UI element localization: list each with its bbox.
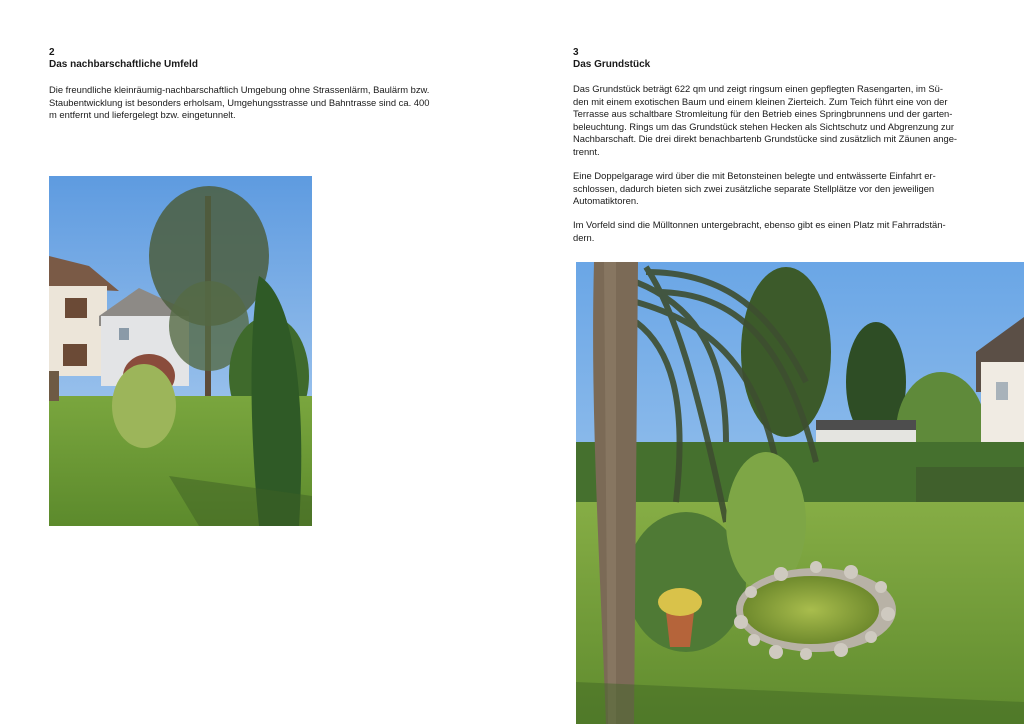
garden-photo-image	[49, 176, 312, 526]
body-line: Staubentwicklung ist besonders erholsam, Umgehungsstrasse und Bahntrasse sind ca. 400	[49, 96, 430, 108]
section-number: 2	[49, 47, 55, 58]
body-line: dern.	[573, 231, 595, 243]
section-body-paragraph-2	[573, 170, 1013, 208]
body-line: m entfernt und liefergelegt bzw. eingetunnelt.	[49, 109, 236, 121]
page-right	[512, 0, 1024, 724]
section-body-paragraph-1	[573, 83, 1013, 159]
body-line: den mit einem exotischen Baum und einem kleinen Zierteich. Zum Teich führt eine von der	[573, 95, 948, 107]
section-title: Das Grundstück	[573, 59, 651, 70]
pond-photo	[576, 262, 1024, 724]
body-line: Das Grundstück beträgt 622 qm und zeigt ringsum einen gepflegten Rasengarten, im Sü-	[573, 83, 944, 94]
pond-photo-image	[576, 262, 1024, 724]
section-body-paragraph-3	[573, 219, 1013, 244]
body-line: Automatiktoren.	[573, 195, 639, 207]
body-line: Im Vorfeld sind die Mülltonnen untergebracht, ebenso gibt es einen Platz mit Fahrradstän-	[573, 219, 946, 230]
section-number: 3	[573, 47, 579, 58]
section-body	[49, 84, 489, 122]
body-line: Terrasse aus schaltbare Stromleitung für den Betrieb eines Springbrunnens und der garten-	[573, 108, 953, 120]
garden-photo	[49, 176, 312, 526]
body-line: schlossen, dadurch bieten sich zwei zusätzliche separate Stellplätze vor den jeweiligen	[573, 182, 935, 194]
body-line: beleuchtung. Rings um das Grundstück stehen Hecken als Sichtschutz und Abgrenzung zur	[573, 120, 954, 132]
body-line: Nachbarschaft. Die drei direkt benachbartenb Grundstücke sind zusätzlich mit Zäunen ange-	[573, 133, 958, 145]
body-line: trennt.	[573, 145, 600, 157]
section-title: Das nachbarschaftliche Umfeld	[49, 59, 198, 70]
body-line: Die freundliche kleinräumig-nachbarschaftlich Umgebung ohne Strassenlärm, Baulärm bzw.	[49, 84, 430, 95]
body-line: Eine Doppelgarage wird über die mit Betonsteinen belegte und entwässerte Einfahrt er-	[573, 170, 936, 181]
